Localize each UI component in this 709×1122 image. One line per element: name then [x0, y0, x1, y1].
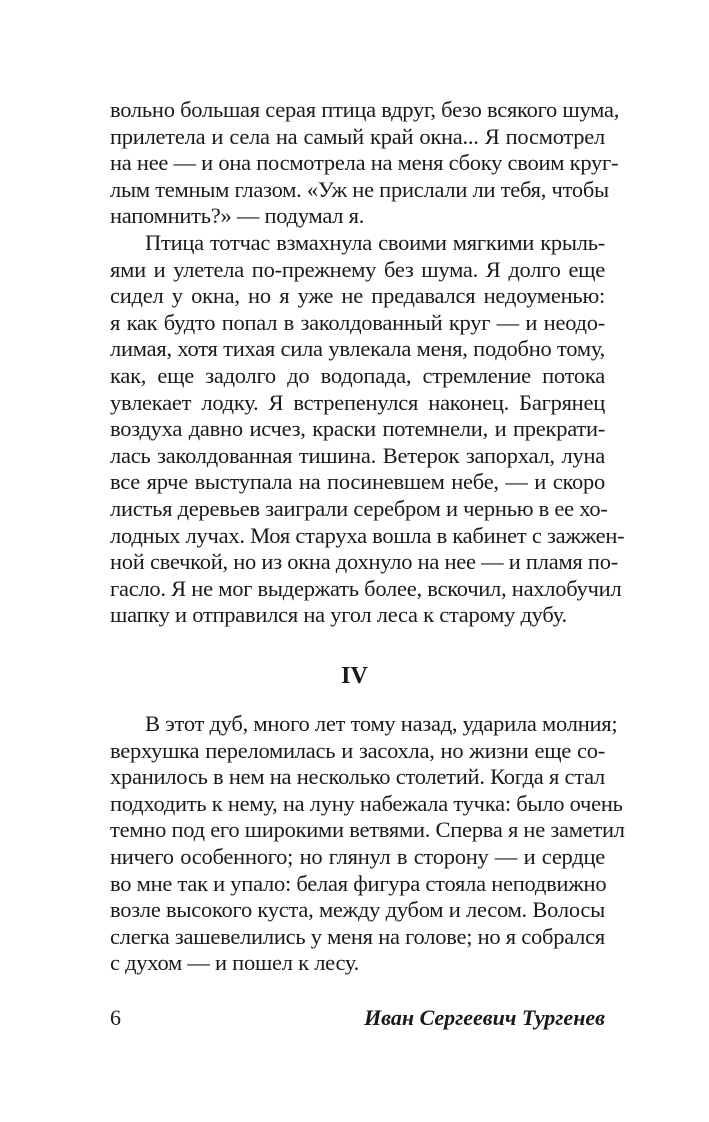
- text-line: я как будто попал в заколдованный круг — и неодо-: [110, 309, 605, 335]
- text-line: хранилось в нем на несколько столетий. Когда я стал: [110, 764, 605, 790]
- page-footer: [110, 1003, 605, 1033]
- text-line: В этот дуб, много лет тому назад, ударила молния;: [145, 711, 618, 736]
- text-line: как, еще задолго до водопада, стремление потока: [110, 362, 605, 388]
- text-line: ничего особенного; но глянул в сторону — и сердце: [110, 843, 605, 869]
- text-line: на нее — и она посмотрела на меня сбоку своим круг-: [110, 150, 619, 176]
- text-line: возле высокого куста, между дубом и лесом. Волосы: [110, 897, 605, 923]
- text-line: ями и улетела по-прежнему без шума. Я долго еще: [110, 256, 605, 282]
- text-line: лым темным глазом. «Уж не прислали ли тебя, чтобы: [110, 176, 609, 202]
- text-line: подходить к нему, на луну набежала тучка: было очень: [110, 790, 623, 816]
- text-line: Птица тотчас взмахнула своими мягкими крыль-: [145, 230, 605, 255]
- page-number: 6: [110, 1005, 121, 1030]
- paragraph-oak: [110, 711, 625, 977]
- text-line: во мне так и упало: белая фигура стояла неподвижно: [110, 870, 607, 896]
- text-line: ной свечкой, но из окна дохнуло на нее — и пламя по-: [110, 549, 618, 575]
- text-line: темно под его широкими ветвями. Сперва я не заметил: [110, 817, 625, 843]
- text-line: с духом — и пошел к лесу.: [110, 950, 360, 976]
- text-line: вольно большая серая птица вдруг, безо всякого шума,: [110, 97, 620, 122]
- running-head-author: Иван Сергеевич Тургенев: [364, 1005, 605, 1030]
- paragraph-continuation: [110, 97, 620, 230]
- text-line: лась заколдованная тишина. Ветерок запорхал, луна: [110, 442, 605, 468]
- paragraph-bird: [110, 230, 625, 629]
- text-line: увлекает лодку. Я встрепенулся наконец. Багрянец: [110, 389, 605, 415]
- text-line: лимая, хотя тихая сила увлекала меня, подобно тому,: [110, 336, 605, 362]
- text-line: напомнить?» — подумал я.: [110, 203, 365, 229]
- text-line: сидел у окна, но я уже не предавался недоуменью:: [110, 283, 605, 309]
- text-line: все ярче выступала на посиневшем небе, — и скоро: [110, 469, 605, 495]
- chapter-heading: IV: [341, 663, 368, 689]
- text-line: воздуха давно исчез, краски потемнели, и прекрати-: [110, 416, 605, 442]
- text-line: слегка зашевелились у меня на голове; но я собрался: [110, 923, 605, 949]
- text-line: гасло. Я не мог выдержать более, вскочил, нахлобучил: [110, 575, 622, 601]
- text-line: верхушка переломилась и засохла, но жизни еще со-: [110, 737, 605, 763]
- text-line: прилетела и села на самый край окна... Я посмотрел: [110, 123, 605, 149]
- text-line: листья деревьев заиграли серебром и чернью в ее хо-: [110, 495, 608, 521]
- text-line: лодных лучах. Моя старуха вошла в кабинет с зажжен-: [110, 522, 625, 548]
- text-line: шапку и отправился на угол леса к старому дубу.: [110, 602, 567, 628]
